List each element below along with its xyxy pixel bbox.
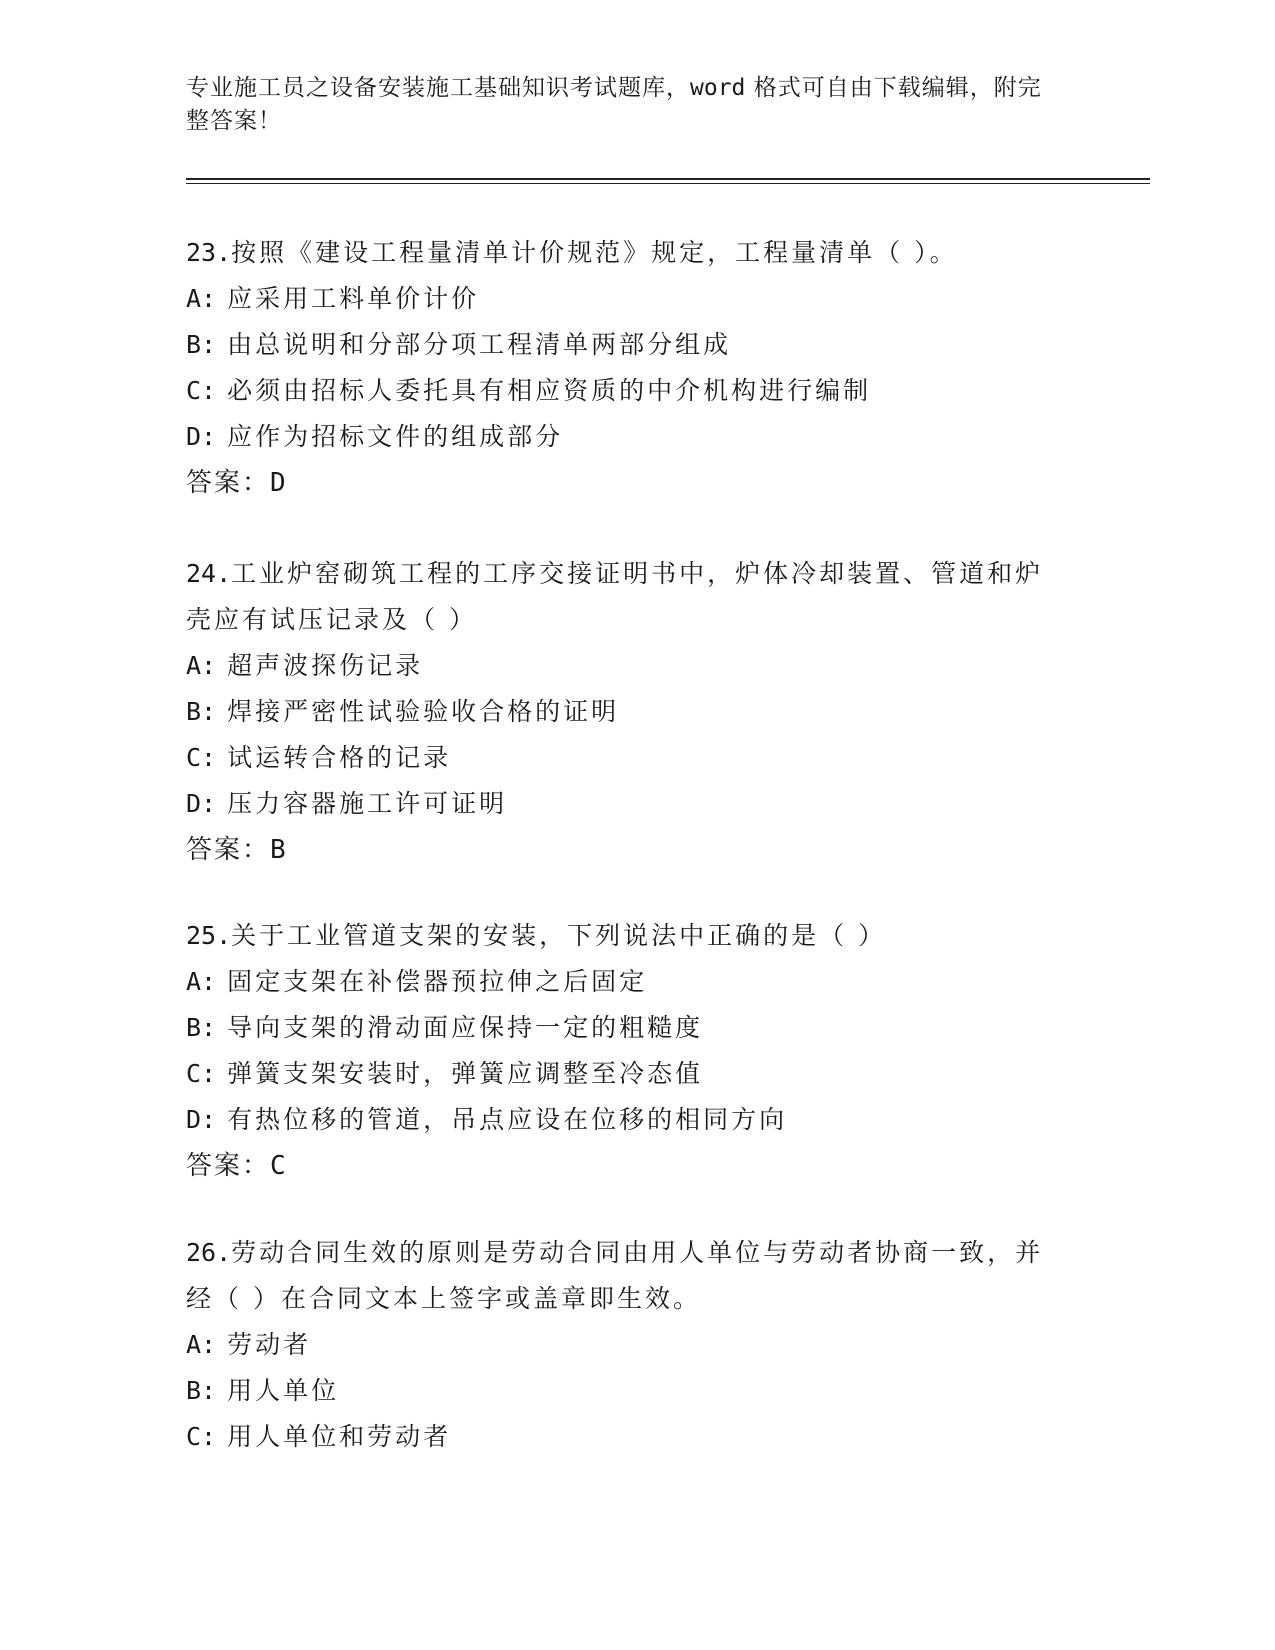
option-b [186,689,1086,735]
option-key: D: [186,1105,217,1134]
option-text: 固定支架在补偿器预拉伸之后固定 [227,967,648,996]
question-number: 26. [186,1238,232,1267]
option-text: 由总说明和分部分项工程清单两部分组成 [227,330,732,359]
option-text: 用人单位 [227,1376,340,1405]
question-23 [186,230,1086,506]
question-stem [186,1230,1086,1276]
question-number: 23. [186,238,232,267]
answer-line [186,460,1086,506]
option-a [186,1322,1086,1368]
header-line-2: 整答案！ [186,108,282,134]
answer-line [186,827,1086,873]
option-key: D: [186,422,217,451]
question-number: 24. [186,559,232,588]
header-divider-thick [186,178,1150,180]
option-c [186,1414,1086,1460]
option-text: 导向支架的滑动面应保持一定的粗糙度 [227,1013,704,1042]
option-a [186,276,1086,322]
option-d [186,414,1086,460]
document-header [186,72,1086,138]
option-key: C: [186,376,217,405]
option-c [186,1051,1086,1097]
header-line-1 [186,72,1086,105]
option-key: D: [186,789,217,818]
option-b [186,1368,1086,1414]
option-text: 试运转合格的记录 [227,743,452,772]
option-text: 焊接严密性试验验收合格的证明 [227,697,620,726]
answer-value: B [270,835,286,865]
question-stem [186,551,1086,597]
option-key: A: [186,967,217,996]
answer-value: D [270,468,286,498]
header-format-keyword: word [690,75,746,101]
question-25 [186,913,1086,1189]
question-stem-continued: 经（ ）在合同文本上签字或盖章即生效。 [186,1284,701,1313]
answer-label: 答案： [186,468,271,498]
question-text: 工业炉窑砌筑工程的工序交接证明书中，炉体冷却装置、管道和炉 [231,559,1044,588]
option-key: C: [186,1059,217,1088]
option-key: A: [186,284,217,313]
option-text: 有热位移的管道，吊点应设在位移的相同方向 [227,1105,788,1134]
option-text: 压力容器施工许可证明 [227,789,508,818]
question-stem [186,913,1086,959]
question-text: 关于工业管道支架的安装，下列说法中正确的是（ ） [231,921,887,950]
option-key: C: [186,743,217,772]
question-24 [186,551,1086,873]
option-text: 必须由招标人委托具有相应资质的中介机构进行编制 [227,376,872,405]
header-text-continued: 格式可自由下载编辑，附完 [745,75,1042,101]
answer-label: 答案： [186,835,271,865]
question-text: 按照《建设工程量清单计价规范》规定，工程量清单（ ）。 [231,238,958,267]
option-c [186,735,1086,781]
option-text: 应采用工料单价计价 [227,284,480,313]
option-key: A: [186,1330,217,1359]
option-text: 用人单位和劳动者 [227,1422,452,1451]
answer-line [186,1143,1086,1189]
option-a [186,643,1086,689]
option-text: 超声波探伤记录 [227,651,424,680]
question-text: 劳动合同生效的原则是劳动合同由用人单位与劳动者协商一致，并 [231,1238,1044,1267]
question-stem [186,230,1086,276]
option-key: B: [186,330,217,359]
option-text: 弹簧支架安装时，弹簧应调整至冷态值 [227,1059,704,1088]
option-b [186,1005,1086,1051]
header-divider-thin [186,183,1150,184]
question-stem-continued: 壳应有试压记录及（ ） [186,605,477,634]
option-key: C: [186,1422,217,1451]
answer-label: 答案： [186,1151,271,1181]
option-d [186,1097,1086,1143]
option-key: B: [186,697,217,726]
option-key: B: [186,1376,217,1405]
option-d [186,781,1086,827]
answer-value: C [270,1151,286,1181]
option-a [186,959,1086,1005]
option-key: B: [186,1013,217,1042]
option-key: A: [186,651,217,680]
option-text: 劳动者 [227,1330,312,1359]
option-b [186,322,1086,368]
option-text: 应作为招标文件的组成部分 [227,422,564,451]
question-number: 25. [186,921,232,950]
option-c [186,368,1086,414]
header-text: 专业施工员之设备安装施工基础知识考试题库， [186,75,690,101]
question-26 [186,1230,1086,1460]
